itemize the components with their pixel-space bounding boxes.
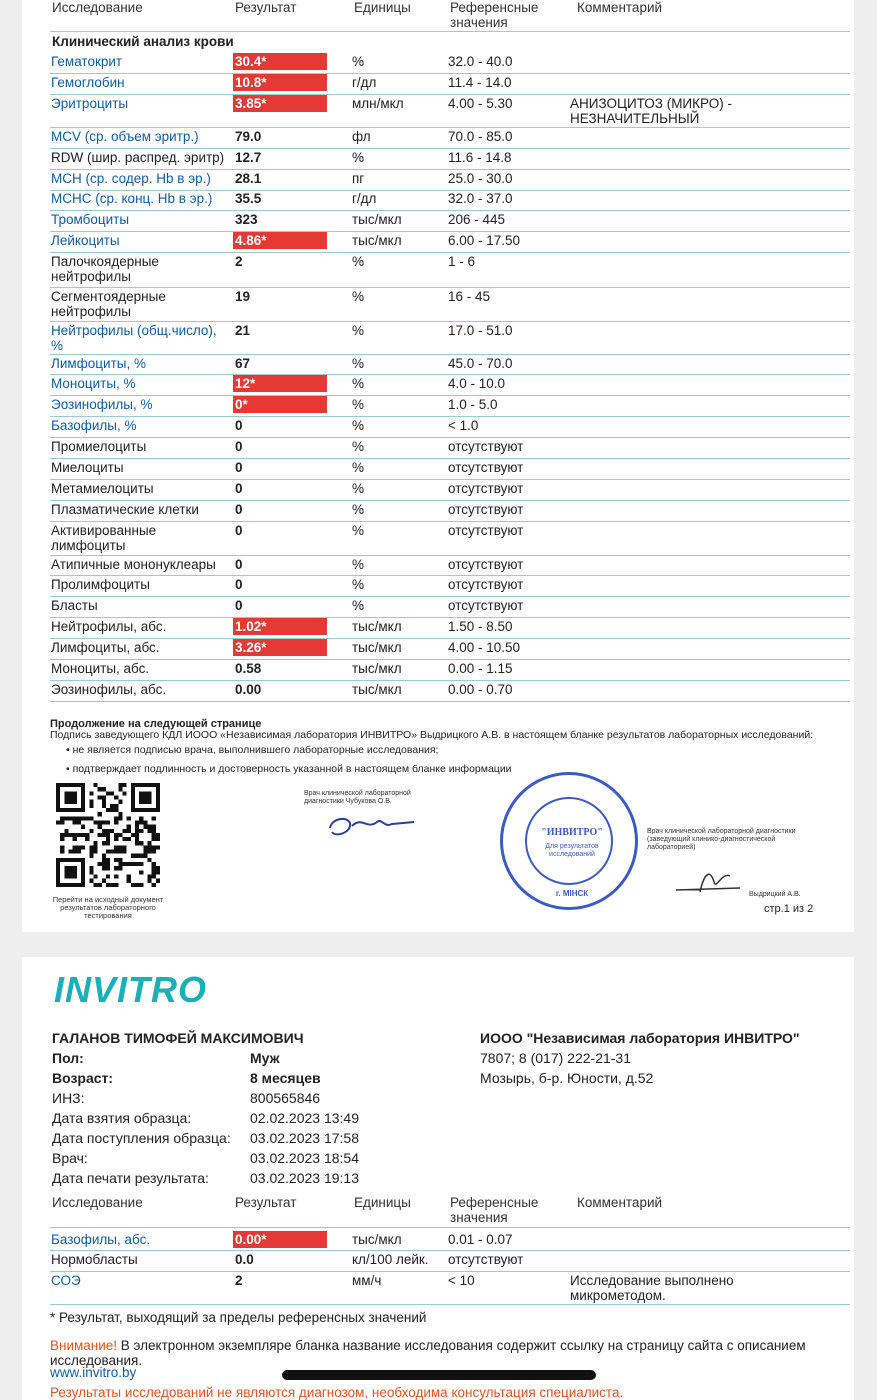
result-row: [50, 211, 850, 232]
patient-field-label: Возраст:: [52, 1070, 114, 1086]
result-row: [50, 1251, 850, 1272]
patient-field-value: 8 месяцев: [250, 1070, 321, 1086]
test-reference: отсутствуют: [448, 598, 524, 613]
test-unit: %: [352, 523, 365, 538]
test-reference: отсутствуют: [448, 481, 524, 496]
header-study-2: Исследование: [52, 1195, 143, 1210]
test-unit: %: [352, 439, 365, 454]
test-result: 323: [235, 212, 258, 227]
header-result: Результат: [235, 0, 297, 15]
bullet-1-text: не является подписью врача, выполнившего лабораторные исследования;: [72, 744, 439, 756]
test-reference: 25.0 - 30.0: [448, 171, 513, 186]
test-result: 0.58: [235, 661, 262, 676]
test-reference: 1.0 - 5.0: [448, 397, 498, 412]
patient-field-label: Дата взятия образца:: [52, 1110, 192, 1126]
test-result: 0: [235, 502, 243, 517]
test-result: 0.0: [235, 1252, 254, 1267]
attention-note: [50, 1338, 840, 1368]
test-result: 3.85*: [233, 95, 327, 112]
test-result: 2: [235, 1273, 243, 1288]
test-unit: мм/ч: [352, 1273, 382, 1288]
result-row: [50, 480, 850, 501]
stamp-center: "ИНВИТРО": [541, 827, 603, 838]
patient-field-value: 03.02.2023 19:13: [250, 1170, 359, 1186]
header-comment: Комментарий: [577, 0, 663, 15]
patient-field-value: 03.02.2023 17:58: [250, 1130, 359, 1146]
test-result: 0: [235, 481, 243, 496]
test-result: 0: [235, 439, 243, 454]
result-row: [50, 459, 850, 480]
test-name: Миелоциты: [51, 460, 124, 475]
test-unit: %: [352, 598, 365, 613]
result-row: [50, 417, 850, 438]
continuation-note: Продолжение на следующей странице: [50, 718, 262, 730]
test-result: 0: [235, 577, 243, 592]
doctor2-signature: [670, 862, 750, 898]
test-unit: %: [352, 557, 365, 572]
test-unit: фл: [352, 129, 371, 144]
test-name: RDW (шир. распред. эритр): [51, 150, 225, 165]
doctor2-name: Выдрицкий А.В.: [749, 891, 801, 898]
test-result: 0.00*: [233, 1231, 327, 1248]
test-reference: 32.0 - 37.0: [448, 191, 513, 206]
patient-field-label: Дата печати результата:: [52, 1170, 209, 1186]
lab-stamp: [500, 772, 638, 910]
test-unit: %: [352, 577, 365, 592]
test-reference: отсутствуют: [448, 502, 524, 517]
result-row: [50, 438, 850, 459]
test-result: 35.5: [235, 191, 262, 206]
test-result: 0.00: [235, 682, 262, 697]
test-reference: 0.01 - 0.07: [448, 1232, 513, 1247]
test-name: Бласты: [51, 598, 98, 613]
result-row: [50, 396, 850, 417]
test-reference: 1.50 - 8.50: [448, 619, 513, 634]
test-reference: отсутствуют: [448, 577, 524, 592]
lab-phone: 7807; 8 (017) 222-21-31: [480, 1050, 631, 1066]
result-row: [50, 95, 850, 128]
test-unit: тыс/мкл: [352, 640, 402, 655]
test-reference: 4.00 - 5.30: [448, 96, 513, 111]
test-name[interactable]: Эозинофилы, %: [51, 397, 153, 412]
test-name[interactable]: Тромбоциты: [51, 212, 130, 227]
result-row: [50, 639, 850, 660]
test-name: Атипичные мононуклеары: [51, 557, 216, 572]
test-result: 12*: [233, 375, 327, 392]
result-row: [50, 556, 850, 576]
result-row: [50, 149, 850, 170]
test-comment: АНИЗОЦИТОЗ (МИКРО) - НЕЗНАЧИТЕЛЬНЫЙ: [570, 96, 732, 126]
header-units: Единицы: [354, 0, 411, 15]
test-unit: кл/100 лейк.: [352, 1252, 429, 1267]
patient-field-label: Пол:: [52, 1050, 84, 1066]
header-ref-2: Референсные значения: [450, 1195, 539, 1225]
test-name[interactable]: MCH (ср. содер. Hb в эр.): [51, 171, 211, 186]
test-name[interactable]: MCHC (ср. конц. Hb в эр.): [51, 191, 213, 206]
result-row: [50, 170, 850, 191]
test-unit: %: [352, 460, 365, 475]
test-unit: г/дл: [352, 191, 377, 206]
test-result: 0: [235, 523, 243, 538]
header-divider: [50, 31, 850, 32]
test-unit: %: [352, 376, 365, 391]
result-row: [50, 53, 850, 74]
result-row: [50, 1231, 850, 1251]
test-result: 30.4*: [233, 53, 327, 70]
result-row: [50, 618, 850, 639]
test-name[interactable]: MCV (ср. объем эритр.): [51, 129, 199, 144]
test-name: Палочкоядерные нейтрофилы: [51, 254, 159, 284]
test-unit: %: [352, 254, 365, 269]
doctor1-caption: Врач клинической лабораторной диагностики Чубукова О.В.: [304, 790, 411, 805]
lab-stamp-inner-ring: [525, 797, 613, 885]
patient-field-label: Дата поступления образца:: [52, 1130, 231, 1146]
test-name[interactable]: Гематокрит: [51, 54, 123, 69]
test-reference: 11.6 - 14.8: [448, 150, 512, 165]
test-reference: 206 - 445: [448, 212, 506, 227]
invitro-logo: INVITRO: [54, 969, 208, 1010]
page-number: стр.1 из 2: [764, 903, 814, 915]
test-reference: 11.4 - 14.0: [448, 75, 512, 90]
test-result: 0*: [233, 396, 327, 413]
attention-text: В электронном экземпляре бланка название исследования содержит ссылку на страницу сайта с описанием исследования.: [50, 1338, 806, 1368]
test-name: Лимфоциты, абс.: [51, 640, 160, 655]
test-unit: тыс/мкл: [352, 682, 402, 697]
test-reference: 0.00 - 1.15: [448, 661, 513, 676]
result-row: [50, 253, 850, 288]
test-unit: г/дл: [352, 75, 377, 90]
test-unit: %: [352, 150, 365, 165]
test-reference: < 1.0: [448, 418, 479, 433]
test-unit: %: [352, 323, 365, 338]
test-comment: Исследование выполнено микрометодом.: [570, 1273, 734, 1303]
test-unit: млн/мкл: [352, 96, 404, 111]
test-name[interactable]: Лимфоциты, %: [51, 356, 146, 371]
test-reference: 4.00 - 10.50: [448, 640, 521, 655]
test-name: Моноциты, абс.: [51, 661, 150, 676]
result-row: [50, 288, 850, 322]
test-result: 3.26*: [233, 639, 327, 656]
test-name[interactable]: Базофилы, абс.: [51, 1232, 151, 1247]
test-reference: 1 - 6: [448, 254, 476, 269]
test-unit: тыс/мкл: [352, 619, 402, 634]
test-name[interactable]: Эритроциты: [51, 96, 129, 111]
doctor1-signature: [322, 808, 422, 843]
result-row: [50, 1272, 850, 1305]
test-unit: тыс/мкл: [352, 661, 402, 676]
test-result: 28.1: [235, 171, 262, 186]
test-result: 12.7: [235, 150, 262, 165]
result-row: [50, 375, 850, 396]
bullet-2-text: подтверждает подлинность и достоверность указанной в настоящем бланке информации: [72, 763, 512, 775]
report-page-1: [22, 0, 854, 932]
test-name: Пролимфоциты: [51, 577, 150, 592]
patient-name: ГАЛАНОВ ТИМОФЕЙ МАКСИМОВИЧ: [52, 1030, 304, 1046]
test-unit: пг: [352, 171, 365, 186]
test-reference: < 10: [448, 1273, 475, 1288]
test-reference: отсутствуют: [448, 523, 524, 538]
section-title: Клинический анализ крови: [52, 34, 234, 49]
test-reference: отсутствуют: [448, 557, 524, 572]
lab-name: ИООО "Независимая лаборатория ИНВИТРО": [480, 1030, 800, 1046]
disclaimer: Результаты исследований не являются диагнозом, необходима консультация специалиста.: [50, 1385, 624, 1400]
test-unit: %: [352, 54, 365, 69]
test-result: 2: [235, 254, 243, 269]
patient-field-label: ИНЗ:: [52, 1090, 85, 1106]
test-result: 0: [235, 418, 243, 433]
test-name: Нормобласты: [51, 1252, 138, 1267]
bullet-1: • не является подписью врача, выполнившего лабораторные исследования;: [66, 744, 439, 756]
qr-code[interactable]: [56, 783, 160, 887]
test-result: 10.8*: [233, 74, 327, 91]
test-reference: 17.0 - 51.0: [448, 323, 513, 338]
test-result: 0: [235, 598, 243, 613]
website-link[interactable]: www.invitro.by: [50, 1365, 137, 1380]
test-unit: тыс/мкл: [352, 212, 402, 227]
test-result: 4.86*: [233, 232, 327, 249]
test-name: Эозинофилы, абс.: [51, 682, 167, 697]
test-result: 79.0: [235, 129, 262, 144]
test-result: 19: [235, 289, 251, 304]
header-ref: Референсные значения: [450, 0, 539, 30]
result-row: [50, 74, 850, 95]
test-name[interactable]: Базофилы, %: [51, 418, 137, 433]
test-unit: тыс/мкл: [352, 233, 402, 248]
header-comment-2: Комментарий: [577, 1195, 663, 1210]
header-divider-2: [50, 1227, 850, 1228]
test-unit: тыс/мкл: [352, 1232, 402, 1247]
test-unit: %: [352, 356, 365, 371]
home-indicator[interactable]: [282, 1370, 596, 1380]
bullet-2: • подтверждает подлинность и достоверность указанной в настоящем бланке информации: [66, 763, 512, 775]
header-study: Исследование: [52, 0, 143, 15]
test-reference: отсутствуют: [448, 439, 524, 454]
attention-word: Внимание!: [50, 1338, 118, 1353]
report-page-2: [22, 957, 854, 1400]
patient-field-value: 800565846: [250, 1090, 321, 1106]
test-unit: %: [352, 289, 365, 304]
test-result: 67: [235, 356, 251, 371]
test-name: Промиелоциты: [51, 439, 147, 454]
test-result: 1.02*: [233, 618, 327, 635]
test-name: Метамиелоциты: [51, 481, 154, 496]
test-reference: 4.0 - 10.0: [448, 376, 506, 391]
test-name[interactable]: Лейкоциты: [51, 233, 120, 248]
patient-field-value: 02.02.2023 13:49: [250, 1110, 359, 1126]
result-row: [50, 681, 850, 702]
test-name[interactable]: Нейтрофилы (общ.число), %: [51, 323, 217, 353]
signature-note: Подпись заведующего КДЛ ИООО «Независимая лаборатория ИНВИТРО» Выдрицкого А.В. в настоящем бланке результатов лабораторных исследований:: [50, 729, 814, 741]
test-reference: 45.0 - 70.0: [448, 356, 513, 371]
test-reference: 32.0 - 40.0: [448, 54, 513, 69]
result-row: [50, 232, 850, 253]
result-row: [50, 322, 850, 355]
test-result: 0: [235, 557, 243, 572]
test-unit: %: [352, 502, 365, 517]
patient-field-label: Врач:: [52, 1150, 88, 1166]
test-name[interactable]: СОЭ: [51, 1273, 81, 1288]
result-row: [50, 501, 850, 522]
stamp-city: г. МІНСК: [555, 889, 589, 898]
test-reference: 0.00 - 0.70: [448, 682, 513, 697]
result-row: [50, 355, 850, 375]
test-name: Плазматические клетки: [51, 502, 199, 517]
result-row: [50, 128, 850, 149]
test-result: 0: [235, 460, 243, 475]
test-reference: 16 - 45: [448, 289, 491, 304]
test-reference: отсутствуют: [448, 1252, 524, 1267]
patient-field-value: 03.02.2023 18:54: [250, 1150, 359, 1166]
result-row: [50, 522, 850, 556]
test-reference: 6.00 - 17.50: [448, 233, 521, 248]
test-name: Сегментоядерные нейтрофилы: [51, 289, 166, 319]
test-unit: %: [352, 481, 365, 496]
test-name: Нейтрофилы, абс.: [51, 619, 167, 634]
header-units-2: Единицы: [354, 1195, 411, 1210]
test-name: Активированные лимфоциты: [51, 523, 157, 553]
qr-caption: Перейти на исходный документ результатов лабораторного тестирования: [52, 895, 164, 920]
patient-field-value: Муж: [250, 1050, 280, 1066]
result-row: [50, 190, 850, 211]
lab-address: Мозырь, б-р. Юности, д.52: [480, 1070, 654, 1086]
test-result: 21: [235, 323, 251, 338]
footnote: * Результат, выходящий за пределы референсных значений: [50, 1310, 427, 1325]
result-row: [50, 597, 850, 618]
result-row: [50, 660, 850, 681]
test-reference: отсутствуют: [448, 460, 524, 475]
test-name[interactable]: Гемоглобин: [51, 75, 125, 90]
header-result-2: Результат: [235, 1195, 297, 1210]
stamp-sub: Для результатов исследований: [545, 843, 599, 858]
test-name[interactable]: Моноциты, %: [51, 376, 136, 391]
test-reference: 70.0 - 85.0: [448, 129, 513, 144]
test-unit: %: [352, 397, 365, 412]
test-unit: %: [352, 418, 365, 433]
doctor2-caption: Врач клинической лабораторной диагностики (заведующий клинико-диагностической лабораторией): [647, 828, 796, 851]
result-row: [50, 576, 850, 597]
